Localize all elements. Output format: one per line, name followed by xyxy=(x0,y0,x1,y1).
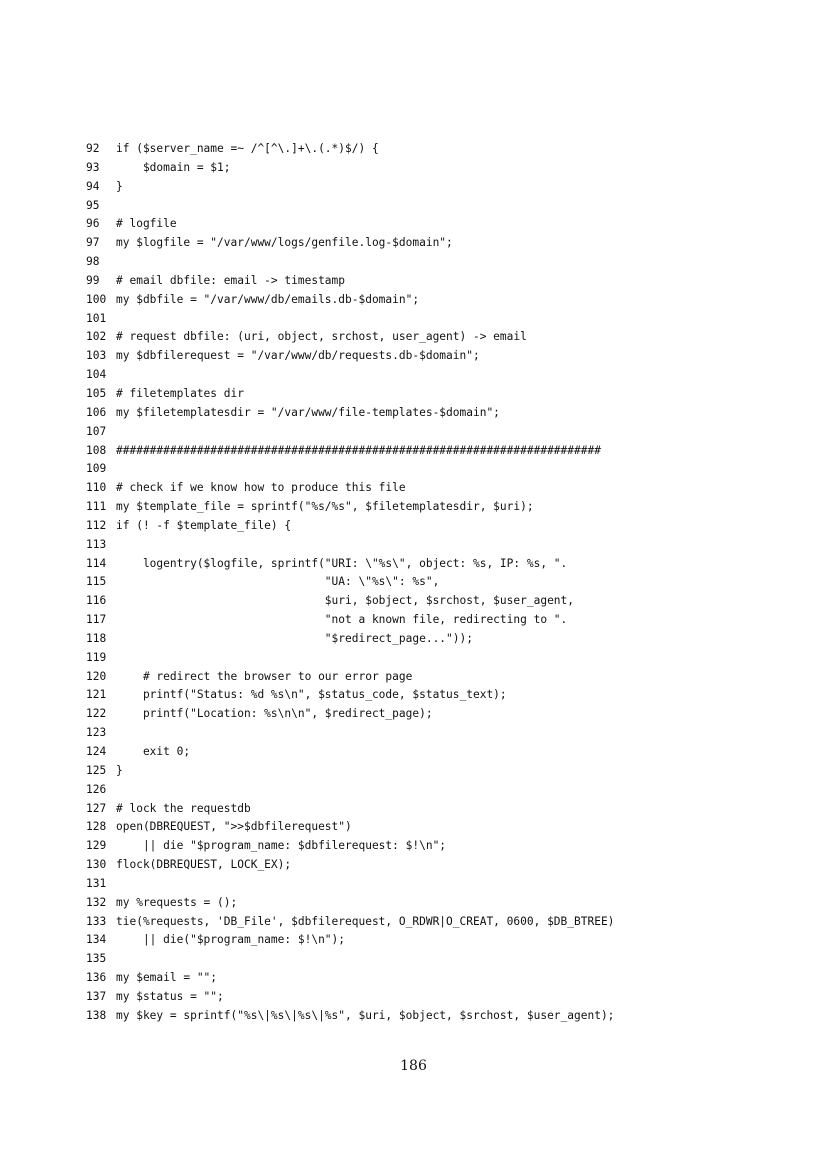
code-line xyxy=(86,743,786,762)
code-line xyxy=(86,686,786,705)
code-line xyxy=(86,931,786,950)
code-line xyxy=(86,404,786,423)
code-line xyxy=(86,592,786,611)
line-number: 102 xyxy=(86,330,107,344)
code-text: printf("Status: %d %s\n", $status_code, $status_text); xyxy=(116,688,507,702)
line-number: 114 xyxy=(86,556,107,570)
line-number: 99 xyxy=(86,273,100,287)
line-number: 92 xyxy=(86,142,100,155)
code-line xyxy=(86,837,786,856)
line-number: 115 xyxy=(86,575,107,589)
code-text: exit 0; xyxy=(116,745,191,758)
line-number: 117 xyxy=(86,613,107,627)
code-text: } xyxy=(116,179,123,193)
line-number: 93 xyxy=(86,160,100,174)
line-number: 138 xyxy=(86,1008,107,1022)
code-text: ######################################################################## xyxy=(116,443,601,457)
code-line xyxy=(86,781,786,800)
code-line xyxy=(86,875,786,894)
code-text: # logfile xyxy=(116,217,177,231)
code-text: my $dbfilerequest = "/var/www/db/requests.db-$domain"; xyxy=(116,349,480,363)
line-number: 112 xyxy=(86,518,107,532)
line-number: 125 xyxy=(86,763,107,777)
code-line xyxy=(86,913,786,932)
code-line xyxy=(86,460,786,479)
line-number: 109 xyxy=(86,462,107,476)
line-number: 103 xyxy=(86,349,107,363)
line-number: 131 xyxy=(86,876,107,890)
line-number: 119 xyxy=(86,650,107,664)
code-text: $domain = $1; xyxy=(116,160,231,174)
code-line xyxy=(86,423,786,442)
line-number: 123 xyxy=(86,726,107,740)
line-number: 100 xyxy=(86,292,107,306)
line-number: 134 xyxy=(86,933,107,947)
code-line xyxy=(86,668,786,687)
line-number: 120 xyxy=(86,669,107,683)
code-line xyxy=(86,555,786,574)
code-text: # lock the requestdb xyxy=(116,801,251,815)
line-number: 127 xyxy=(86,801,107,815)
code-text: "UA: \"%s\": %s", xyxy=(116,575,440,589)
line-number: 136 xyxy=(86,971,107,985)
line-number: 106 xyxy=(86,405,107,419)
line-number: 111 xyxy=(86,500,107,514)
code-line xyxy=(86,159,786,178)
code-text: # check if we know how to produce this file xyxy=(116,481,406,495)
code-line xyxy=(86,950,786,969)
code-text: # filetemplates dir xyxy=(116,386,244,400)
page-number: 186 xyxy=(400,1058,427,1074)
code-line xyxy=(86,705,786,724)
code-line xyxy=(86,1007,786,1026)
line-number: 116 xyxy=(86,594,107,608)
code-text: open(DBREQUEST, ">>$dbfilerequest") xyxy=(116,820,352,834)
code-line xyxy=(86,178,786,197)
line-number: 122 xyxy=(86,707,107,721)
code-listing xyxy=(86,140,786,1026)
code-line xyxy=(86,818,786,837)
line-number: 124 xyxy=(86,745,107,758)
line-number: 137 xyxy=(86,989,107,1003)
code-line xyxy=(86,442,786,461)
code-line xyxy=(86,856,786,875)
code-line xyxy=(86,234,786,253)
code-text: "$redirect_page...")); xyxy=(116,631,473,645)
line-number: 135 xyxy=(86,952,107,966)
line-number: 101 xyxy=(86,311,107,325)
line-number: 130 xyxy=(86,858,107,872)
code-line xyxy=(86,366,786,385)
code-text: my $logfile = "/var/www/logs/genfile.log-$domain"; xyxy=(116,236,453,250)
code-line xyxy=(86,253,786,272)
code-line xyxy=(86,498,786,517)
code-line xyxy=(86,197,786,216)
code-line xyxy=(86,894,786,913)
code-text: || die "$program_name: $dbfilerequest: $!\n"; xyxy=(116,839,447,853)
line-number: 105 xyxy=(86,386,107,400)
code-text: my %requests = (); xyxy=(116,895,238,909)
line-number: 113 xyxy=(86,537,107,551)
code-text: my $status = ""; xyxy=(116,989,224,1003)
line-number: 108 xyxy=(86,443,107,457)
line-number: 104 xyxy=(86,368,107,382)
code-line xyxy=(86,969,786,988)
code-text: my $template_file = sprintf("%s/%s", $filetemplatesdir, $uri); xyxy=(116,500,534,514)
code-line xyxy=(86,611,786,630)
line-number: 133 xyxy=(86,914,107,928)
code-text: my $key = sprintf("%s\|%s\|%s\|%s", $uri, $object, $srchost, $user_agent); xyxy=(116,1008,615,1022)
line-number: 132 xyxy=(86,895,107,909)
code-line xyxy=(86,328,786,347)
code-text: $uri, $object, $srchost, $user_agent, xyxy=(116,594,575,608)
line-number: 97 xyxy=(86,236,100,250)
code-line xyxy=(86,573,786,592)
code-text: || die("$program_name: $!\n"); xyxy=(116,933,346,947)
code-text: my $filetemplatesdir = "/var/www/file-templates-$domain"; xyxy=(116,405,500,419)
code-line xyxy=(86,291,786,310)
code-text: # redirect the browser to our error page xyxy=(116,669,413,683)
code-text: if ($server_name =~ /^[^\.]+\.(.*)$/) { xyxy=(116,142,379,155)
code-line xyxy=(86,347,786,366)
code-line xyxy=(86,800,786,819)
line-number: 118 xyxy=(86,631,107,645)
line-number: 94 xyxy=(86,179,100,193)
line-number: 128 xyxy=(86,820,107,834)
code-line xyxy=(86,215,786,234)
code-line xyxy=(86,272,786,291)
code-line xyxy=(86,724,786,743)
code-line xyxy=(86,630,786,649)
code-text: tie(%requests, 'DB_File', $dbfilerequest, O_RDWR|O_CREAT, 0600, $DB_BTREE) xyxy=(116,914,615,928)
code-line xyxy=(86,385,786,404)
code-line xyxy=(86,536,786,555)
code-line xyxy=(86,649,786,668)
code-text: if (! -f $template_file) { xyxy=(116,518,292,532)
line-number: 129 xyxy=(86,839,107,853)
code-line xyxy=(86,140,786,159)
code-text: # email dbfile: email -> timestamp xyxy=(116,273,346,287)
line-number: 110 xyxy=(86,481,107,495)
code-line xyxy=(86,310,786,329)
code-line xyxy=(86,988,786,1007)
line-number: 126 xyxy=(86,782,107,796)
line-number: 95 xyxy=(86,198,100,212)
line-number: 98 xyxy=(86,255,100,269)
code-text: my $email = ""; xyxy=(116,971,218,985)
code-text: "not a known file, redirecting to ". xyxy=(116,613,568,627)
line-number: 107 xyxy=(86,424,107,438)
line-number: 96 xyxy=(86,217,100,231)
code-text: logentry($logfile, sprintf("URI: \"%s\", object: %s, IP: %s, ". xyxy=(116,556,568,570)
code-text: my $dbfile = "/var/www/db/emails.db-$domain"; xyxy=(116,292,420,306)
line-number: 121 xyxy=(86,688,107,702)
code-text: } xyxy=(116,763,123,777)
code-text: flock(DBREQUEST, LOCK_EX); xyxy=(116,858,292,872)
code-text: printf("Location: %s\n\n", $redirect_page); xyxy=(116,707,433,721)
code-line xyxy=(86,517,786,536)
code-line xyxy=(86,762,786,781)
code-text: # request dbfile: (uri, object, srchost, user_agent) -> email xyxy=(116,330,527,344)
code-line xyxy=(86,479,786,498)
